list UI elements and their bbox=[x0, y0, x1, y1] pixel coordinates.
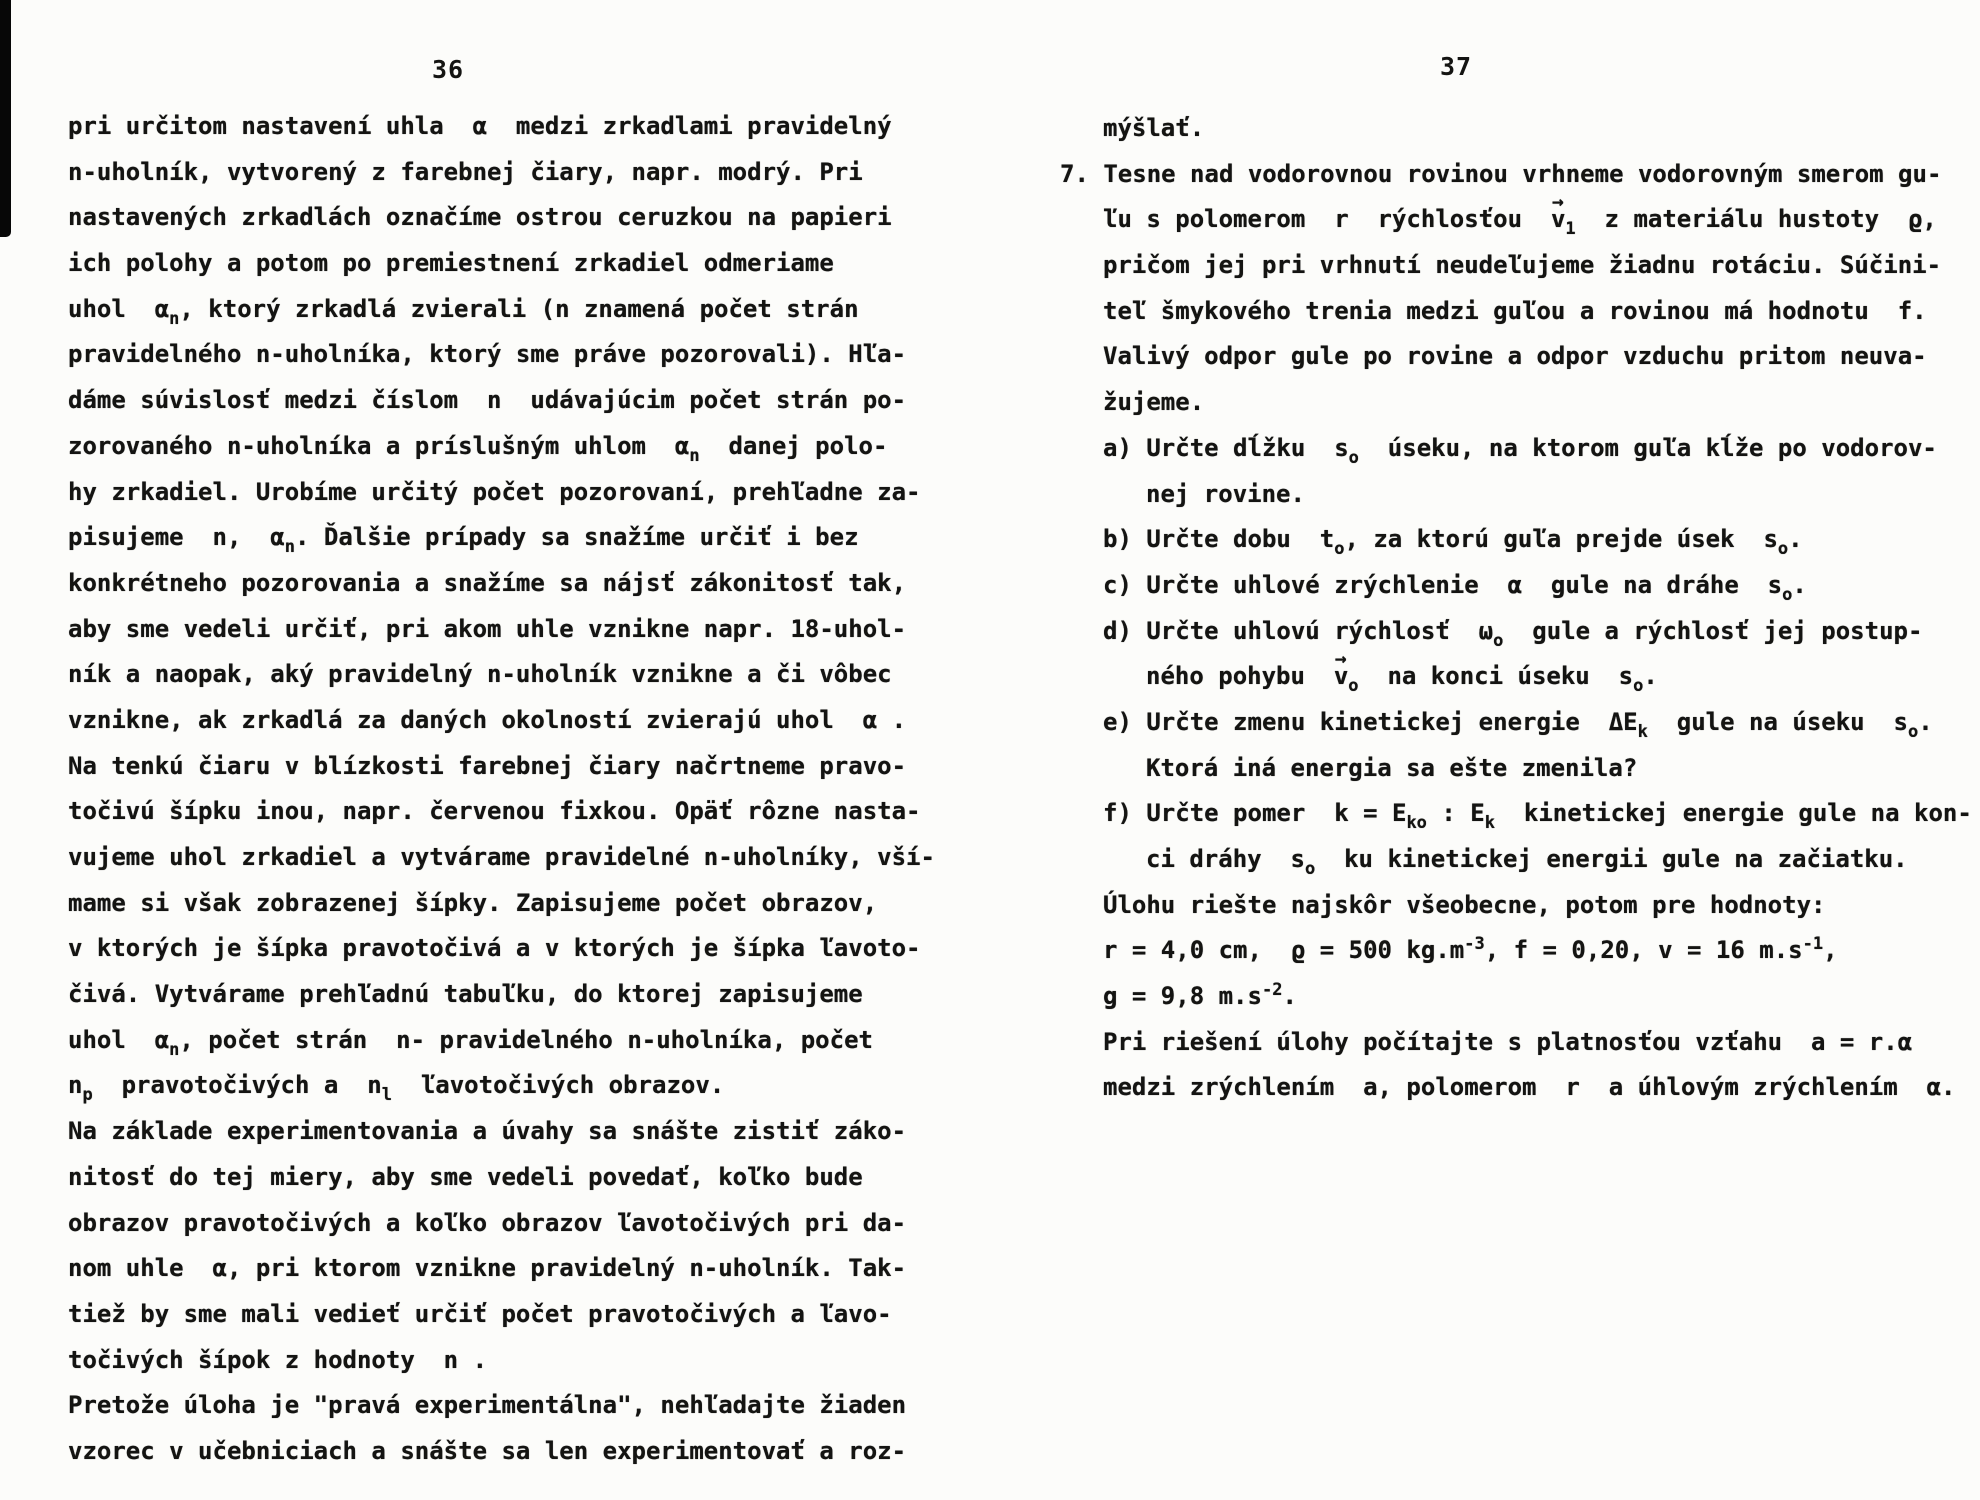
text-line: žujeme. bbox=[1103, 388, 1205, 417]
page-37-text-column bbox=[1060, 106, 1972, 1111]
vector-arrow-symbol: → v bbox=[1334, 654, 1348, 700]
text-line: aby sme vedeli určiť, pri akom uhle vznikne napr. 18-uhol- bbox=[68, 614, 907, 643]
text-line: ci dráhy $s_o$ ku kinetickej energii gule na začiatku. bbox=[1146, 845, 1908, 879]
text-line: d) Určte uhlovú rýchlosť $\omega_o$ gule a rýchlosť jej postup- bbox=[1103, 616, 1923, 651]
text-line: Valivý odpor gule po rovine a odpor vzduchu pritom neuva- bbox=[1103, 342, 1927, 371]
text-line: 7. Tesne nad vodorovnou rovinou vrhneme vodorovným smerom gu- bbox=[1060, 159, 1942, 188]
text-line: Na tenkú čiaru v blízkosti farebnej čiary načrtneme pravo- bbox=[68, 751, 907, 780]
text-line: uhol $\alpha_n$, počet strán n- pravidelného n-uholníka, počet bbox=[68, 1025, 873, 1060]
text-line: nastavených zrkadlách označíme ostrou ceruzkou na papieri bbox=[68, 203, 892, 232]
text-line: pričom jej pri vrhnutí neudeľujeme žiadnu rotáciu. Súčini- bbox=[1103, 251, 1942, 280]
text-line: v ktorých je šípka pravotočivá a v ktorých je šípka ľavoto- bbox=[68, 934, 921, 963]
text-line: ich polohy a potom po premiestnení zrkadiel odmeriame bbox=[68, 249, 834, 278]
text-line: ník a naopak, aký pravidelný n-uholník vznikne a či vôbec bbox=[68, 660, 892, 689]
text-line: b) Určte dobu $t_o$, za ktorú guľa prejde úsek $s_o$. bbox=[1103, 525, 1803, 560]
text-line: zorovaného n-uholníka a príslušným uhlom $\alpha_n$ danej polo- bbox=[68, 431, 888, 466]
text-line: $n_p$ pravotočivých a $n_l$ ľavotočivých obrazov. bbox=[68, 1071, 725, 1106]
page-number-right: 37 bbox=[1440, 52, 1473, 81]
text-line: Na základe experimentovania a úvahy sa snášte zistiť záko- bbox=[68, 1117, 907, 1146]
text-line: tiež by sme mali vedieť určiť počet pravotočivých a ľavo- bbox=[68, 1299, 892, 1328]
page-number-left: 36 bbox=[432, 55, 465, 84]
text-line: r = 4,0 cm, ϱ = 500 $kg.m^{-3}$, f = 0,20, v = 16 $m.s^{-1}$, bbox=[1103, 934, 1838, 965]
text-line: mame si však zobrazenej šípky. Zapisujeme počet obrazov, bbox=[68, 888, 878, 917]
text-line: čivá. Vytvárame prehľadnú tabuľku, do ktorej zapisujeme bbox=[68, 980, 863, 1009]
text-line: pravidelného n-uholníka, ktorý sme práve pozorovali). Hľa- bbox=[68, 340, 907, 369]
text-line: n-uholník, vytvorený z farebnej čiary, napr. modrý. Pri bbox=[68, 157, 863, 186]
text-line: vznikne, ak zrkadlá za daných okolností zvierajú uhol α . bbox=[68, 705, 907, 734]
text-line: Úlohu riešte najskôr všeobecne, potom pre hodnoty: bbox=[1103, 890, 1826, 919]
text-line: dáme súvislosť medzi číslom n udávajúcim počet strán po- bbox=[68, 386, 907, 415]
text-line: teľ šmykového trenia medzi guľou a rovinou má hodnotu f. bbox=[1103, 296, 1927, 325]
text-line: konkrétneho pozorovania a snažíme sa nájsť zákonitosť tak, bbox=[68, 568, 907, 597]
text-line: Pretože úloha je "pravá experimentálna", nehľadajte žiaden bbox=[68, 1391, 907, 1420]
text-line: medzi zrýchlením a, polomerom r a úhlovým zrýchlením α. bbox=[1103, 1073, 1956, 1102]
text-line: Ktorá iná energia sa ešte zmenila? bbox=[1146, 753, 1638, 782]
text-line: točivých šípok z hodnoty n . bbox=[68, 1345, 488, 1374]
text-line: vujeme uhol zrkadiel a vytvárame pravidelné n-uholníky, vší- bbox=[68, 843, 935, 871]
text-line: nej rovine. bbox=[1146, 479, 1305, 508]
text-line: e) Určte zmenu kinetickej energie $\Delta E_k$ gule na úseku $s_o$. bbox=[1103, 707, 1933, 742]
text-line: mýšlať. bbox=[1103, 114, 1205, 142]
text-line: f) Určte pomer $k = E_{ko}$ : $E_k$ kinetickej energie gule na kon- bbox=[1103, 799, 1972, 834]
text-line: a) Určte dĺžku $s_o$ úseku, na ktorom guľa kĺže po vodorov- bbox=[1103, 433, 1937, 468]
text-line: točivú šípku inou, napr. červenou fixkou. Opäť rôzne nasta- bbox=[68, 797, 921, 826]
page-36-text-column bbox=[68, 104, 948, 1475]
scan-edge-artifact bbox=[0, 0, 11, 237]
vector-arrow-symbol: → v bbox=[1551, 197, 1565, 243]
text-line: obrazov pravotočivých a koľko obrazov ľavotočivých pri da- bbox=[68, 1208, 907, 1237]
text-line: nitosť do tej miery, aby sme vedeli povedať, koľko bude bbox=[68, 1162, 863, 1191]
text-line: ľu s polomerom r rýchlosťou → $v_1$ z materiálu hustoty ϱ, bbox=[1103, 197, 1960, 243]
text-line: pisujeme n, $\alpha_n$. Ďalšie prípady sa snažíme určiť i bez bbox=[68, 523, 859, 558]
text-line: c) Určte uhlové zrýchlenie α gule na dráhe $s_o$. bbox=[1103, 570, 1807, 605]
text-line: hy zrkadiel. Urobíme určitý počet pozorovaní, prehľadne za- bbox=[68, 477, 921, 506]
text-line: uhol $\alpha_n$, ktorý zrkadlá zvierali (n znamená počet strán bbox=[68, 294, 859, 329]
text-line: ného pohybu → $v_o$ na konci úseku $s_o$. bbox=[1146, 654, 1960, 700]
text-line: Pri riešení úlohy počítajte s platnosťou vzťahu a = r.α bbox=[1103, 1027, 1913, 1056]
text-line: nom uhle α, pri ktorom vznikne pravidelný n-uholník. Tak- bbox=[68, 1254, 907, 1283]
text-line: vzorec v učebniciach a snášte sa len experimentovať a roz- bbox=[68, 1436, 907, 1465]
text-line: g = 9,8 $m.s^{-2}$. bbox=[1103, 980, 1297, 1011]
text-line: pri určitom nastavení uhla α medzi zrkadlami pravidelný bbox=[68, 112, 892, 140]
